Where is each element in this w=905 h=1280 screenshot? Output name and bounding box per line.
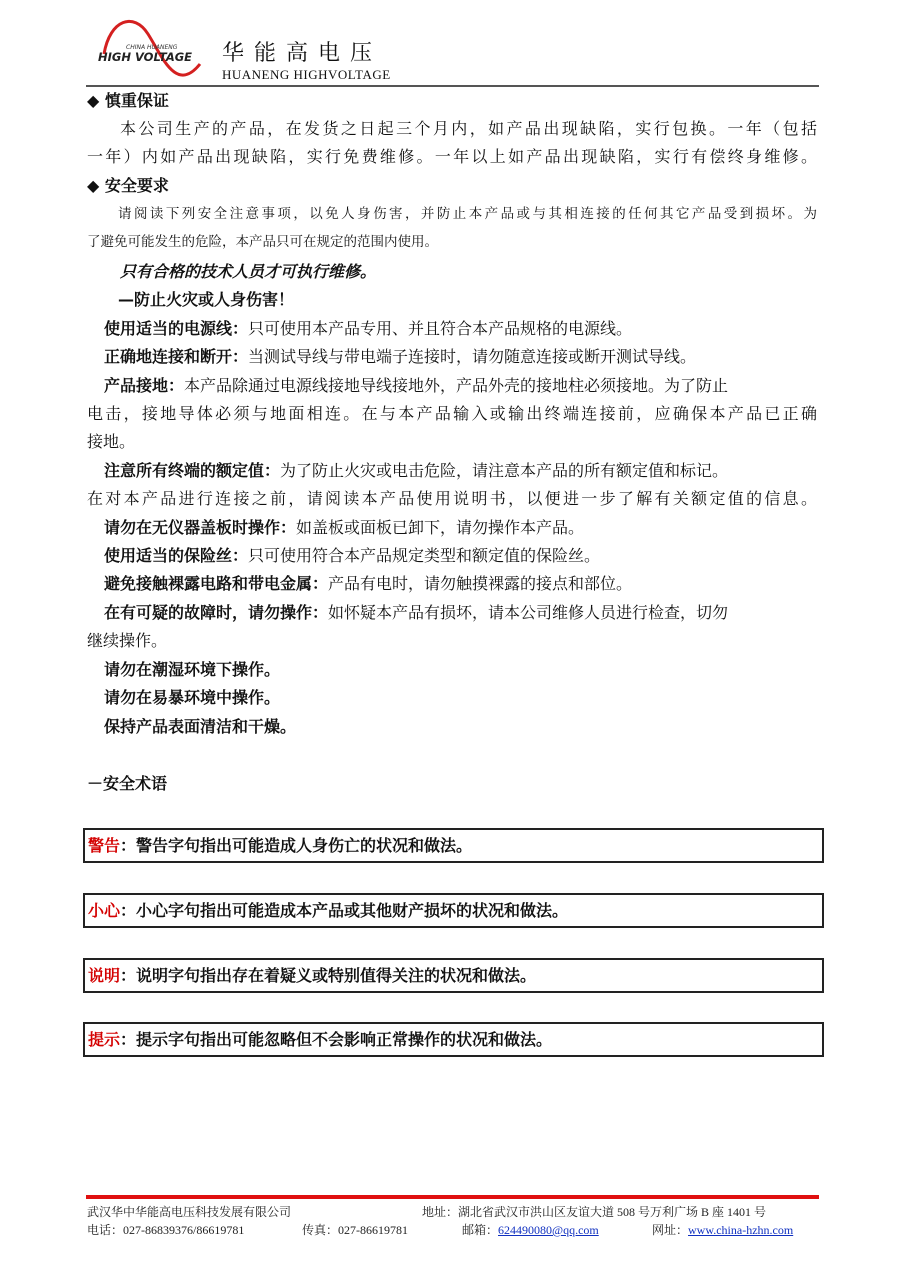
item-text: 产品有电时，请勿触摸裸露的接点和部位。 <box>328 574 633 593</box>
footer-phone: 电话：027-86839376/86619781 <box>87 1223 245 1237</box>
warranty-heading: ◆ 慎重保证 <box>87 91 169 110</box>
item-label: 避免接触裸露电路和带电金属： <box>104 574 329 593</box>
safety-extra: 保持产品表面清洁和干燥。 <box>104 717 297 736</box>
item-label: 使用适当的保险丝： <box>104 546 249 565</box>
term-keyword: 小心 <box>88 901 121 920</box>
safety-item <box>104 460 834 482</box>
safety-extra: 请勿在易暴环境中操作。 <box>104 688 281 707</box>
company-logo <box>96 14 212 86</box>
term-text: ：说明字句指出存在着疑义或特别值得关注的状况和做法。 <box>120 966 537 985</box>
footer-address: 地址：湖北省武汉市洪山区友谊大道 508 号万利广场 B 座 1401 号 <box>422 1205 767 1219</box>
item-text: 如怀疑本产品有损坏，请本公司维修人员进行检查，切勿 <box>328 603 729 622</box>
item-text-cont: 电击，接地导体必须与地面相连。在与本产品输入或输出终端连接前，应确保本产品已正确 <box>87 404 817 423</box>
item-text: 只可使用本产品专用、并且符合本产品规格的电源线。 <box>248 319 633 338</box>
term-box-warning <box>83 828 824 863</box>
item-text-cont: 继续操作。 <box>87 631 168 650</box>
term-text: ：警告字句指出可能造成人身伤亡的状况和做法。 <box>120 836 473 855</box>
term-box-tip <box>83 1022 824 1057</box>
email-label: 邮箱： <box>462 1223 499 1237</box>
footer-fax: 传真：027-86619781 <box>302 1223 408 1237</box>
footer-web <box>652 1221 793 1238</box>
item-label: 注意所有终端的额定值： <box>104 461 281 480</box>
safety-intro: 请阅读下列安全注意事项，以免人身伤害，并防止本产品或与其相连接的任何其它产品受到损坏。为 <box>118 206 817 222</box>
term-keyword: 提示 <box>88 1030 121 1049</box>
term-keyword: 说明 <box>88 966 121 985</box>
warranty-text: 一年）内如产品出现缺陷，实行免费维修。一年以上如产品出现缺陷，实行有偿终身维修。 <box>87 147 817 166</box>
item-label: 产品接地： <box>104 376 185 395</box>
safety-extra: 请勿在潮湿环境下操作。 <box>104 660 281 679</box>
item-label: 正确地连接和断开： <box>104 347 249 366</box>
item-label: 在有可疑的故障时，请勿操作： <box>104 603 329 622</box>
item-text: 只可使用符合本产品规定类型和额定值的保险丝。 <box>248 546 601 565</box>
item-label: 请勿在无仪器盖板时操作： <box>104 518 297 537</box>
svg-text:HIGH VOLTAGE: HIGH VOLTAGE <box>98 50 193 64</box>
item-text: 当测试导线与带电端子连接时，请勿随意连接或断开测试导线。 <box>248 347 697 366</box>
item-text: 本产品除通过电源线接地导线接地外，产品外壳的接地柱必须接地。为了防止 <box>184 376 729 395</box>
safety-item <box>104 602 834 624</box>
safety-item <box>104 318 834 340</box>
safety-item <box>104 517 834 539</box>
item-text-cont: 在对本产品进行连接之前，请阅读本产品使用说明书，以便进一步了解有关额定值的信息。 <box>87 489 817 508</box>
term-box-note <box>83 958 824 993</box>
item-text: 如盖板或面板已卸下，请勿操作本产品。 <box>296 518 585 537</box>
safety-intro: 了避免可能发生的危险，本产品只可在规定的范围内使用。 <box>87 234 438 250</box>
term-text: ：小心字句指出可能造成本产品或其他财产损坏的状况和做法。 <box>120 901 569 920</box>
brand-name-en: HUANENG HIGHVOLTAGE <box>222 67 391 82</box>
warranty-text: 本公司生产的产品，在发货之日起三个月内，如产品出现缺陷，实行包换。一年（包括 <box>120 119 817 138</box>
term-keyword: 警告 <box>88 836 121 855</box>
term-box-caution <box>83 893 824 928</box>
safety-item <box>104 573 834 595</box>
item-text-cont: 接地。 <box>87 432 136 451</box>
header-divider <box>86 85 819 87</box>
safety-item <box>104 346 834 368</box>
web-label: 网址： <box>652 1223 689 1237</box>
qualified-note: 只有合格的技术人员才可执行维修。 <box>120 262 377 281</box>
item-label: 使用适当的电源线： <box>104 319 249 338</box>
web-link[interactable]: www.china-hzhn.com <box>688 1223 794 1237</box>
brand-name-cn: 华能高电压 <box>222 41 383 66</box>
safety-item <box>104 545 834 567</box>
safety-item <box>104 375 834 397</box>
email-link[interactable]: 624490080@qq.com <box>498 1223 599 1237</box>
terms-heading: －安全术语 <box>87 774 168 793</box>
safety-heading: ◆ 安全要求 <box>87 176 169 195</box>
item-text: 为了防止火灾或电击危险，请注意本产品的所有额定值和标记。 <box>280 461 729 480</box>
footer-company: 武汉华中华能高电压科技发展有限公司 <box>87 1205 292 1219</box>
svg-text:CHINA HUANENG: CHINA HUANENG <box>126 44 178 51</box>
prevent-note: —防止火灾或人身伤害！ <box>118 290 295 309</box>
term-text: ：提示字句指出可能忽略但不会影响正常操作的状况和做法。 <box>120 1030 553 1049</box>
footer-email <box>462 1221 599 1238</box>
footer-divider <box>86 1195 819 1199</box>
